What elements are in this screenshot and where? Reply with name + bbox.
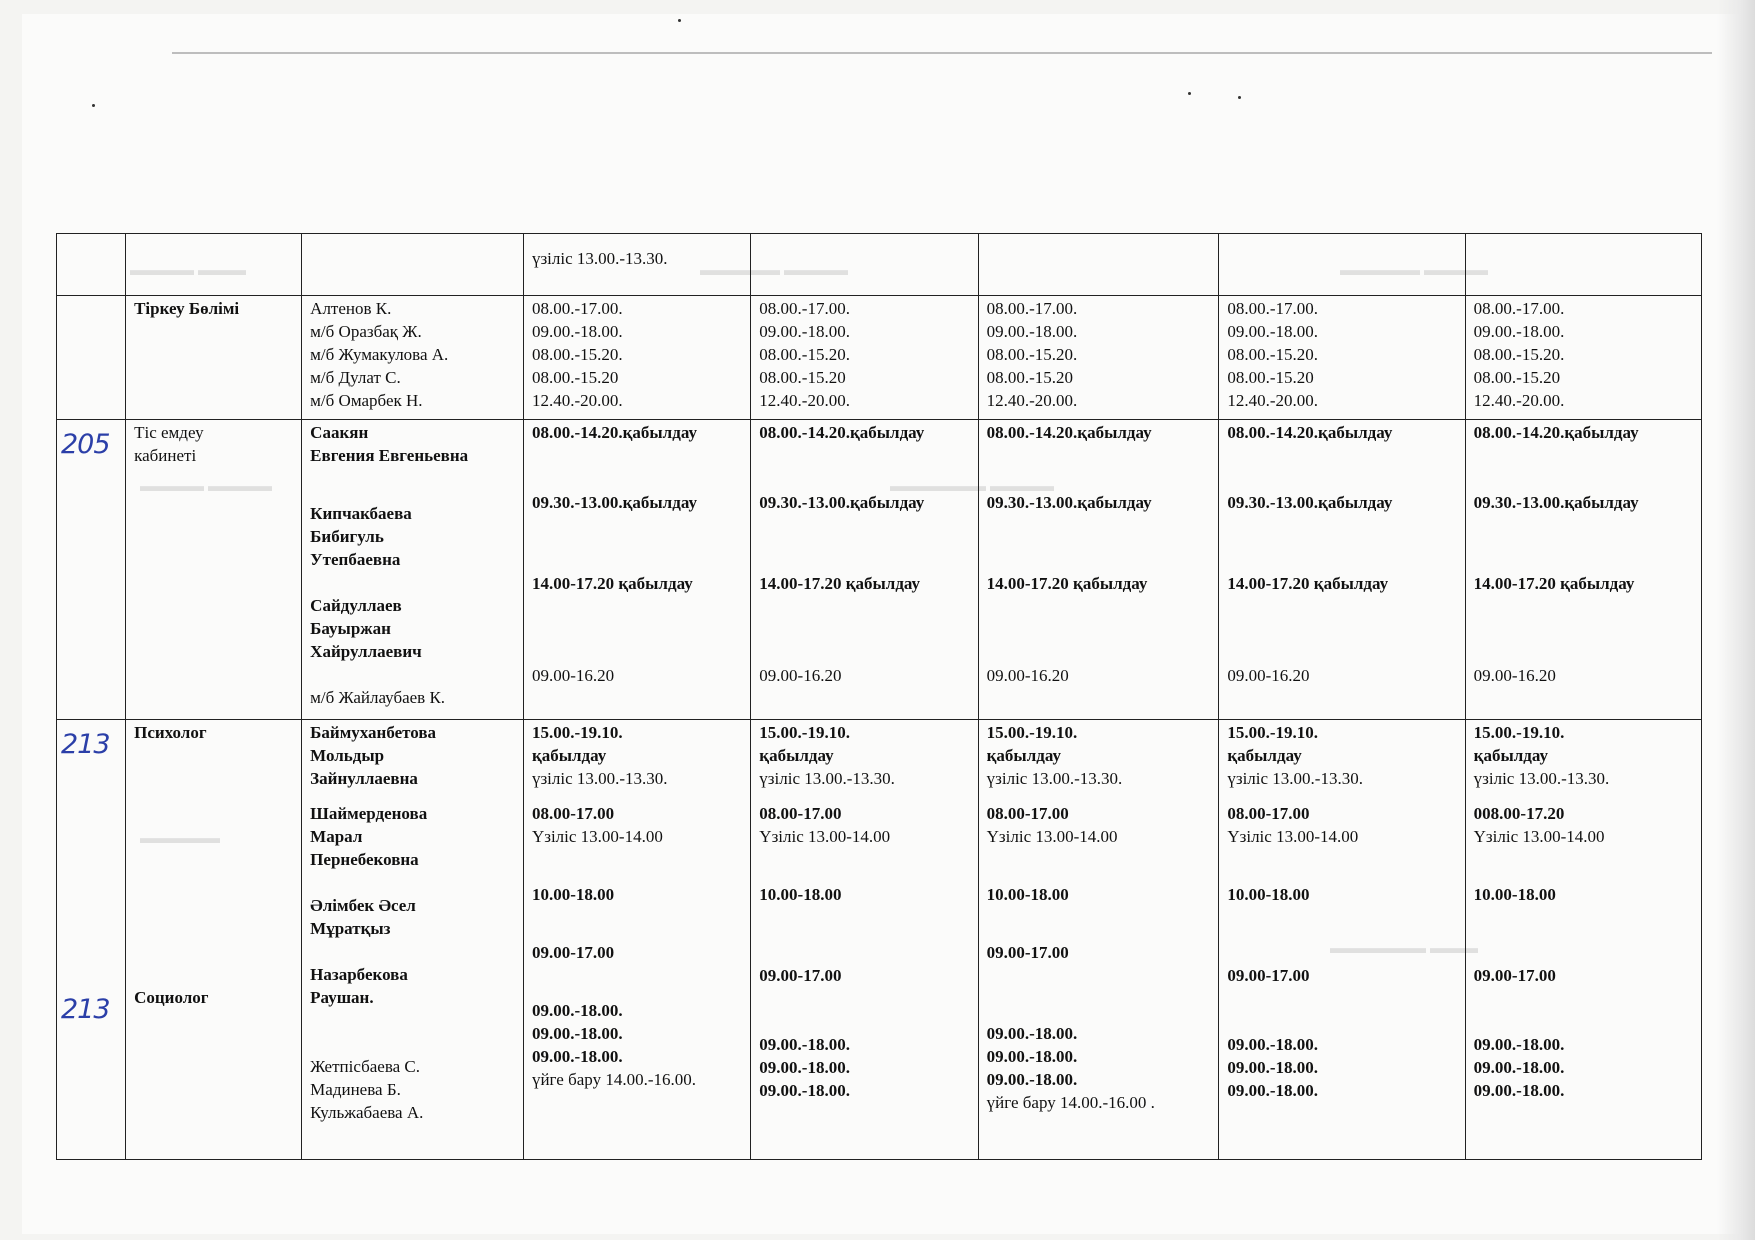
schedule-entry: қабылдау xyxy=(1227,746,1302,765)
schedule-entry: 08.00.-15.20. xyxy=(1473,345,1565,364)
schedule-cell xyxy=(751,296,978,420)
schedule-entry: 09.00-16.20 xyxy=(759,666,842,685)
schedule-entry: 09.00.-18.00. xyxy=(759,1035,850,1054)
schedule-entry: 09.00.-18.00. xyxy=(531,1024,623,1043)
schedule-cell xyxy=(523,234,750,296)
schedule-entry: 08.00.-14.20.қабылдау xyxy=(1473,423,1639,442)
schedule-entry: 09.00-16.20 xyxy=(986,666,1069,685)
schedule-entry: 08.00.-17.00. xyxy=(759,299,850,318)
schedule-cell xyxy=(751,234,978,296)
scan-speck xyxy=(678,19,681,22)
department-name: Тіс емдеу xyxy=(134,423,204,442)
staff-name: Саакян xyxy=(310,423,369,442)
schedule-entry: қабылдау xyxy=(531,746,607,765)
schedule-entry: қабылдау xyxy=(986,746,1061,765)
room-cell xyxy=(57,234,126,296)
schedule-entry: 15.00.-19.10. xyxy=(1473,723,1565,742)
staff-name: Әлімбек Әсел xyxy=(310,896,416,915)
table-row xyxy=(57,720,1702,1160)
schedule-entry: 10.00-18.00 xyxy=(1473,885,1556,904)
department-cell xyxy=(126,720,302,1160)
staff-name: Раушан. xyxy=(310,988,374,1007)
staff-name: Алтенов К. xyxy=(310,299,392,318)
schedule-entry: 008.00-17.20 xyxy=(1473,804,1565,823)
schedule-entry: 09.00-17.00 xyxy=(1227,966,1310,985)
schedule-cell xyxy=(523,420,750,720)
schedule-entry: 08.00.-17.00. xyxy=(1473,299,1565,318)
schedule-table xyxy=(56,233,1702,1160)
staff-name: м/б Оразбақ Ж. xyxy=(310,322,422,341)
schedule-entry: 08.00-17.00 xyxy=(1227,804,1310,823)
staff-name: Утепбаевна xyxy=(310,550,401,569)
schedule-entry: үзіліс 13.00.-13.30. xyxy=(759,769,895,788)
schedule-entry: 08.00.-14.20.қабылдау xyxy=(759,423,925,442)
schedule-entry: Үзіліс 13.00-14.00 xyxy=(759,827,891,846)
schedule-entry: 09.00.-18.00. xyxy=(1473,1035,1565,1054)
staff-name: Шаймерденова xyxy=(310,804,428,823)
schedule-entry: 14.00-17.20 қабылдау xyxy=(759,574,921,593)
schedule-entry: Үзіліс 13.00-14.00 xyxy=(531,827,663,846)
schedule-entry: 09.00.-18.00. xyxy=(759,1081,850,1100)
schedule-entry: 08.00.-14.20.қабылдау xyxy=(531,423,697,442)
scan-speck xyxy=(1188,92,1191,95)
staff-cell xyxy=(302,234,524,296)
schedule-entry: 09.00.-18.00. xyxy=(531,322,623,341)
staff-name: Мұратқыз xyxy=(310,919,391,938)
schedule-entry: 15.00.-19.10. xyxy=(531,723,623,742)
schedule-entry: үзіліс 13.00.-13.30. xyxy=(1473,769,1610,788)
schedule-entry: 09.30.-13.00.қабылдау xyxy=(1227,493,1393,512)
staff-name: Мольдыр xyxy=(310,746,385,765)
room-cell xyxy=(57,420,126,720)
schedule-entry: 09.00.-18.00. xyxy=(1227,1035,1319,1054)
schedule-entry: 09.00-16.20 xyxy=(531,666,615,685)
schedule-entry: 08.00.-15.20. xyxy=(986,345,1078,364)
schedule-cell xyxy=(1219,234,1465,296)
schedule-entry: 09.00-17.00 xyxy=(531,943,615,962)
staff-cell xyxy=(302,296,524,420)
staff-cell xyxy=(302,420,524,720)
schedule-entry: 08.00.-15.20. xyxy=(759,345,850,364)
schedule-entry: 09.00.-18.00. xyxy=(986,1070,1078,1089)
schedule-entry: 10.00-18.00 xyxy=(1227,885,1310,904)
schedule-cell xyxy=(978,420,1219,720)
schedule-cell xyxy=(1465,234,1701,296)
schedule-cell xyxy=(978,234,1219,296)
schedule-entry: үйге бару 14.00.-16.00. xyxy=(531,1070,696,1089)
table-row xyxy=(57,420,1702,720)
department-cell xyxy=(126,296,302,420)
schedule-entry: 09.00.-18.00. xyxy=(986,1047,1078,1066)
schedule-entry: Үзіліс 13.00-14.00 xyxy=(986,827,1118,846)
schedule-entry: 09.00.-18.00. xyxy=(1473,1058,1565,1077)
schedule-cell xyxy=(1219,720,1465,1160)
schedule-entry: үзіліс 13.00.-13.30. xyxy=(986,769,1123,788)
schedule-cell xyxy=(1465,296,1701,420)
schedule-entry: 12.40.-20.00. xyxy=(1227,391,1319,410)
table-row xyxy=(57,296,1702,420)
schedule-entry: 08.00.-15.20. xyxy=(1227,345,1319,364)
staff-name: Бауыржан xyxy=(310,619,391,638)
schedule-entry: 08.00.-14.20.қабылдау xyxy=(1227,423,1393,442)
schedule-entry: 09.00.-18.00. xyxy=(759,322,850,341)
schedule-entry: үзіліс 13.00.-13.30. xyxy=(531,769,668,788)
schedule-entry: 08.00.-15.20 xyxy=(759,368,846,387)
schedule-entry: 08.00-17.00 xyxy=(531,804,615,823)
schedule-entry: 09.00.-18.00. xyxy=(1227,322,1319,341)
schedule-entry: үзіліс 13.00.-13.30. xyxy=(531,249,668,268)
schedule-entry: 09.00.-18.00. xyxy=(531,1001,623,1020)
staff-name: м/б Дулат С. xyxy=(310,368,401,387)
staff-name: Кульжабаева А. xyxy=(310,1103,424,1122)
schedule-entry: 09.00.-18.00. xyxy=(531,1047,623,1066)
schedule-entry: 10.00-18.00 xyxy=(986,885,1069,904)
schedule-entry: 08.00-17.00 xyxy=(986,804,1069,823)
staff-cell xyxy=(302,720,524,1160)
schedule-entry: 09.00.-18.00. xyxy=(1227,1081,1319,1100)
schedule-entry: 12.40.-20.00. xyxy=(1473,391,1565,410)
page-edge-shadow xyxy=(1717,0,1755,1240)
schedule-entry: Үзіліс 13.00-14.00 xyxy=(1227,827,1359,846)
schedule-entry: 15.00.-19.10. xyxy=(1227,723,1319,742)
staff-name: Баймуханбетова xyxy=(310,723,437,742)
room-cell xyxy=(57,296,126,420)
room-cell xyxy=(57,720,126,1160)
schedule-entry: 08.00.-14.20.қабылдау xyxy=(986,423,1152,442)
schedule-entry: 09.00.-18.00. xyxy=(1227,1058,1319,1077)
department-name: Тіркеу Бөлімі xyxy=(134,299,240,318)
schedule-entry: 08.00.-15.20. xyxy=(531,345,623,364)
schedule-cell xyxy=(1465,720,1701,1160)
schedule-entry: 14.00-17.20 қабылдау xyxy=(1227,574,1389,593)
schedule-entry: 09.00.-18.00. xyxy=(986,1024,1078,1043)
staff-name: Евгения Евгеньевна xyxy=(310,446,469,465)
schedule-entry: 14.00-17.20 қабылдау xyxy=(1473,574,1635,593)
schedule-entry: 10.00-18.00 xyxy=(531,885,615,904)
schedule-entry: 08.00.-15.20 xyxy=(986,368,1074,387)
schedule-entry: 08.00.-17.00. xyxy=(986,299,1078,318)
room-number-handwritten: 205 xyxy=(61,429,110,460)
schedule-entry: 09.00-16.20 xyxy=(1227,666,1310,685)
room-number-handwritten: 213 xyxy=(61,729,110,760)
schedule-entry: 14.00-17.20 қабылдау xyxy=(531,574,693,593)
staff-name: Кипчакбаева xyxy=(310,504,412,523)
schedule-entry: 10.00-18.00 xyxy=(759,885,842,904)
staff-name: Сайдуллаев xyxy=(310,596,402,615)
department-name: Социолог xyxy=(134,988,209,1007)
schedule-entry: 09.30.-13.00.қабылдау xyxy=(1473,493,1639,512)
schedule-entry: 08.00.-15.20 xyxy=(1473,368,1561,387)
schedule-entry: 08.00.-17.00. xyxy=(1227,299,1319,318)
schedule-entry: 09.00-16.20 xyxy=(1473,666,1556,685)
schedule-entry: 09.30.-13.00.қабылдау xyxy=(531,493,697,512)
schedule-entry: 15.00.-19.10. xyxy=(986,723,1078,742)
schedule-entry: 09.00-17.00 xyxy=(1473,966,1556,985)
staff-name: Зайнуллаевна xyxy=(310,769,418,788)
schedule-cell xyxy=(1219,420,1465,720)
schedule-cell xyxy=(978,296,1219,420)
schedule-entry: 08.00.-15.20 xyxy=(1227,368,1314,387)
staff-name: м/б Омарбек Н. xyxy=(310,391,423,410)
schedule-entry: қабылдау xyxy=(759,746,834,765)
schedule-entry: үйге бару 14.00.-16.00 . xyxy=(986,1093,1155,1112)
schedule-entry: 12.40.-20.00. xyxy=(986,391,1078,410)
schedule-entry: 08.00.-15.20 xyxy=(531,368,619,387)
staff-name: Назарбекова xyxy=(310,965,408,984)
schedule-entry: 09.00.-18.00. xyxy=(986,322,1078,341)
schedule-entry: 08.00-17.00 xyxy=(759,804,842,823)
schedule-entry: үзіліс 13.00.-13.30. xyxy=(1227,769,1363,788)
schedule-entry: 09.30.-13.00.қабылдау xyxy=(759,493,925,512)
scan-speck xyxy=(1238,96,1241,99)
schedule-entry: 12.40.-20.00. xyxy=(759,391,850,410)
schedule-entry: 09.00-17.00 xyxy=(986,943,1069,962)
schedule-entry: 15.00.-19.10. xyxy=(759,723,850,742)
department-name: Психолог xyxy=(134,723,207,742)
schedule-cell xyxy=(1465,420,1701,720)
page-top-edge xyxy=(172,52,1712,54)
schedule-cell xyxy=(523,720,750,1160)
department-cell xyxy=(126,420,302,720)
schedule-cell xyxy=(751,720,978,1160)
schedule-entry: 12.40.-20.00. xyxy=(531,391,623,410)
department-cell xyxy=(126,234,302,296)
staff-name: Жетпісбаева С. xyxy=(310,1057,421,1076)
schedule-entry: 09.30.-13.00.қабылдау xyxy=(986,493,1152,512)
table-row xyxy=(57,234,1702,296)
scan-speck xyxy=(92,104,95,107)
staff-name: Марал xyxy=(310,827,363,846)
schedule-cell xyxy=(1219,296,1465,420)
schedule-entry: 09.00.-18.00. xyxy=(1473,322,1565,341)
schedule-entry: 08.00.-17.00. xyxy=(531,299,623,318)
schedule-entry: қабылдау xyxy=(1473,746,1548,765)
staff-name: Пернебековна xyxy=(310,850,419,869)
schedule-entry: 14.00-17.20 қабылдау xyxy=(986,574,1148,593)
schedule-entry: 09.00-17.00 xyxy=(759,966,842,985)
schedule-cell xyxy=(978,720,1219,1160)
schedule-entry: 09.00.-18.00. xyxy=(759,1058,850,1077)
schedule-entry: Үзіліс 13.00-14.00 xyxy=(1473,827,1605,846)
staff-name: Хайруллаевич xyxy=(310,642,422,661)
staff-name: м/б Жайлаубаев К. xyxy=(310,688,446,707)
staff-name: Мадинева Б. xyxy=(310,1080,401,1099)
schedule-cell xyxy=(523,296,750,420)
staff-name: Бибигуль xyxy=(310,527,384,546)
schedule-entry: 09.00.-18.00. xyxy=(1473,1081,1565,1100)
schedule-cell xyxy=(751,420,978,720)
department-name: кабинеті xyxy=(134,446,197,465)
staff-name: м/б Жумакулова А. xyxy=(310,345,449,364)
room-number-handwritten: 213 xyxy=(61,994,110,1025)
